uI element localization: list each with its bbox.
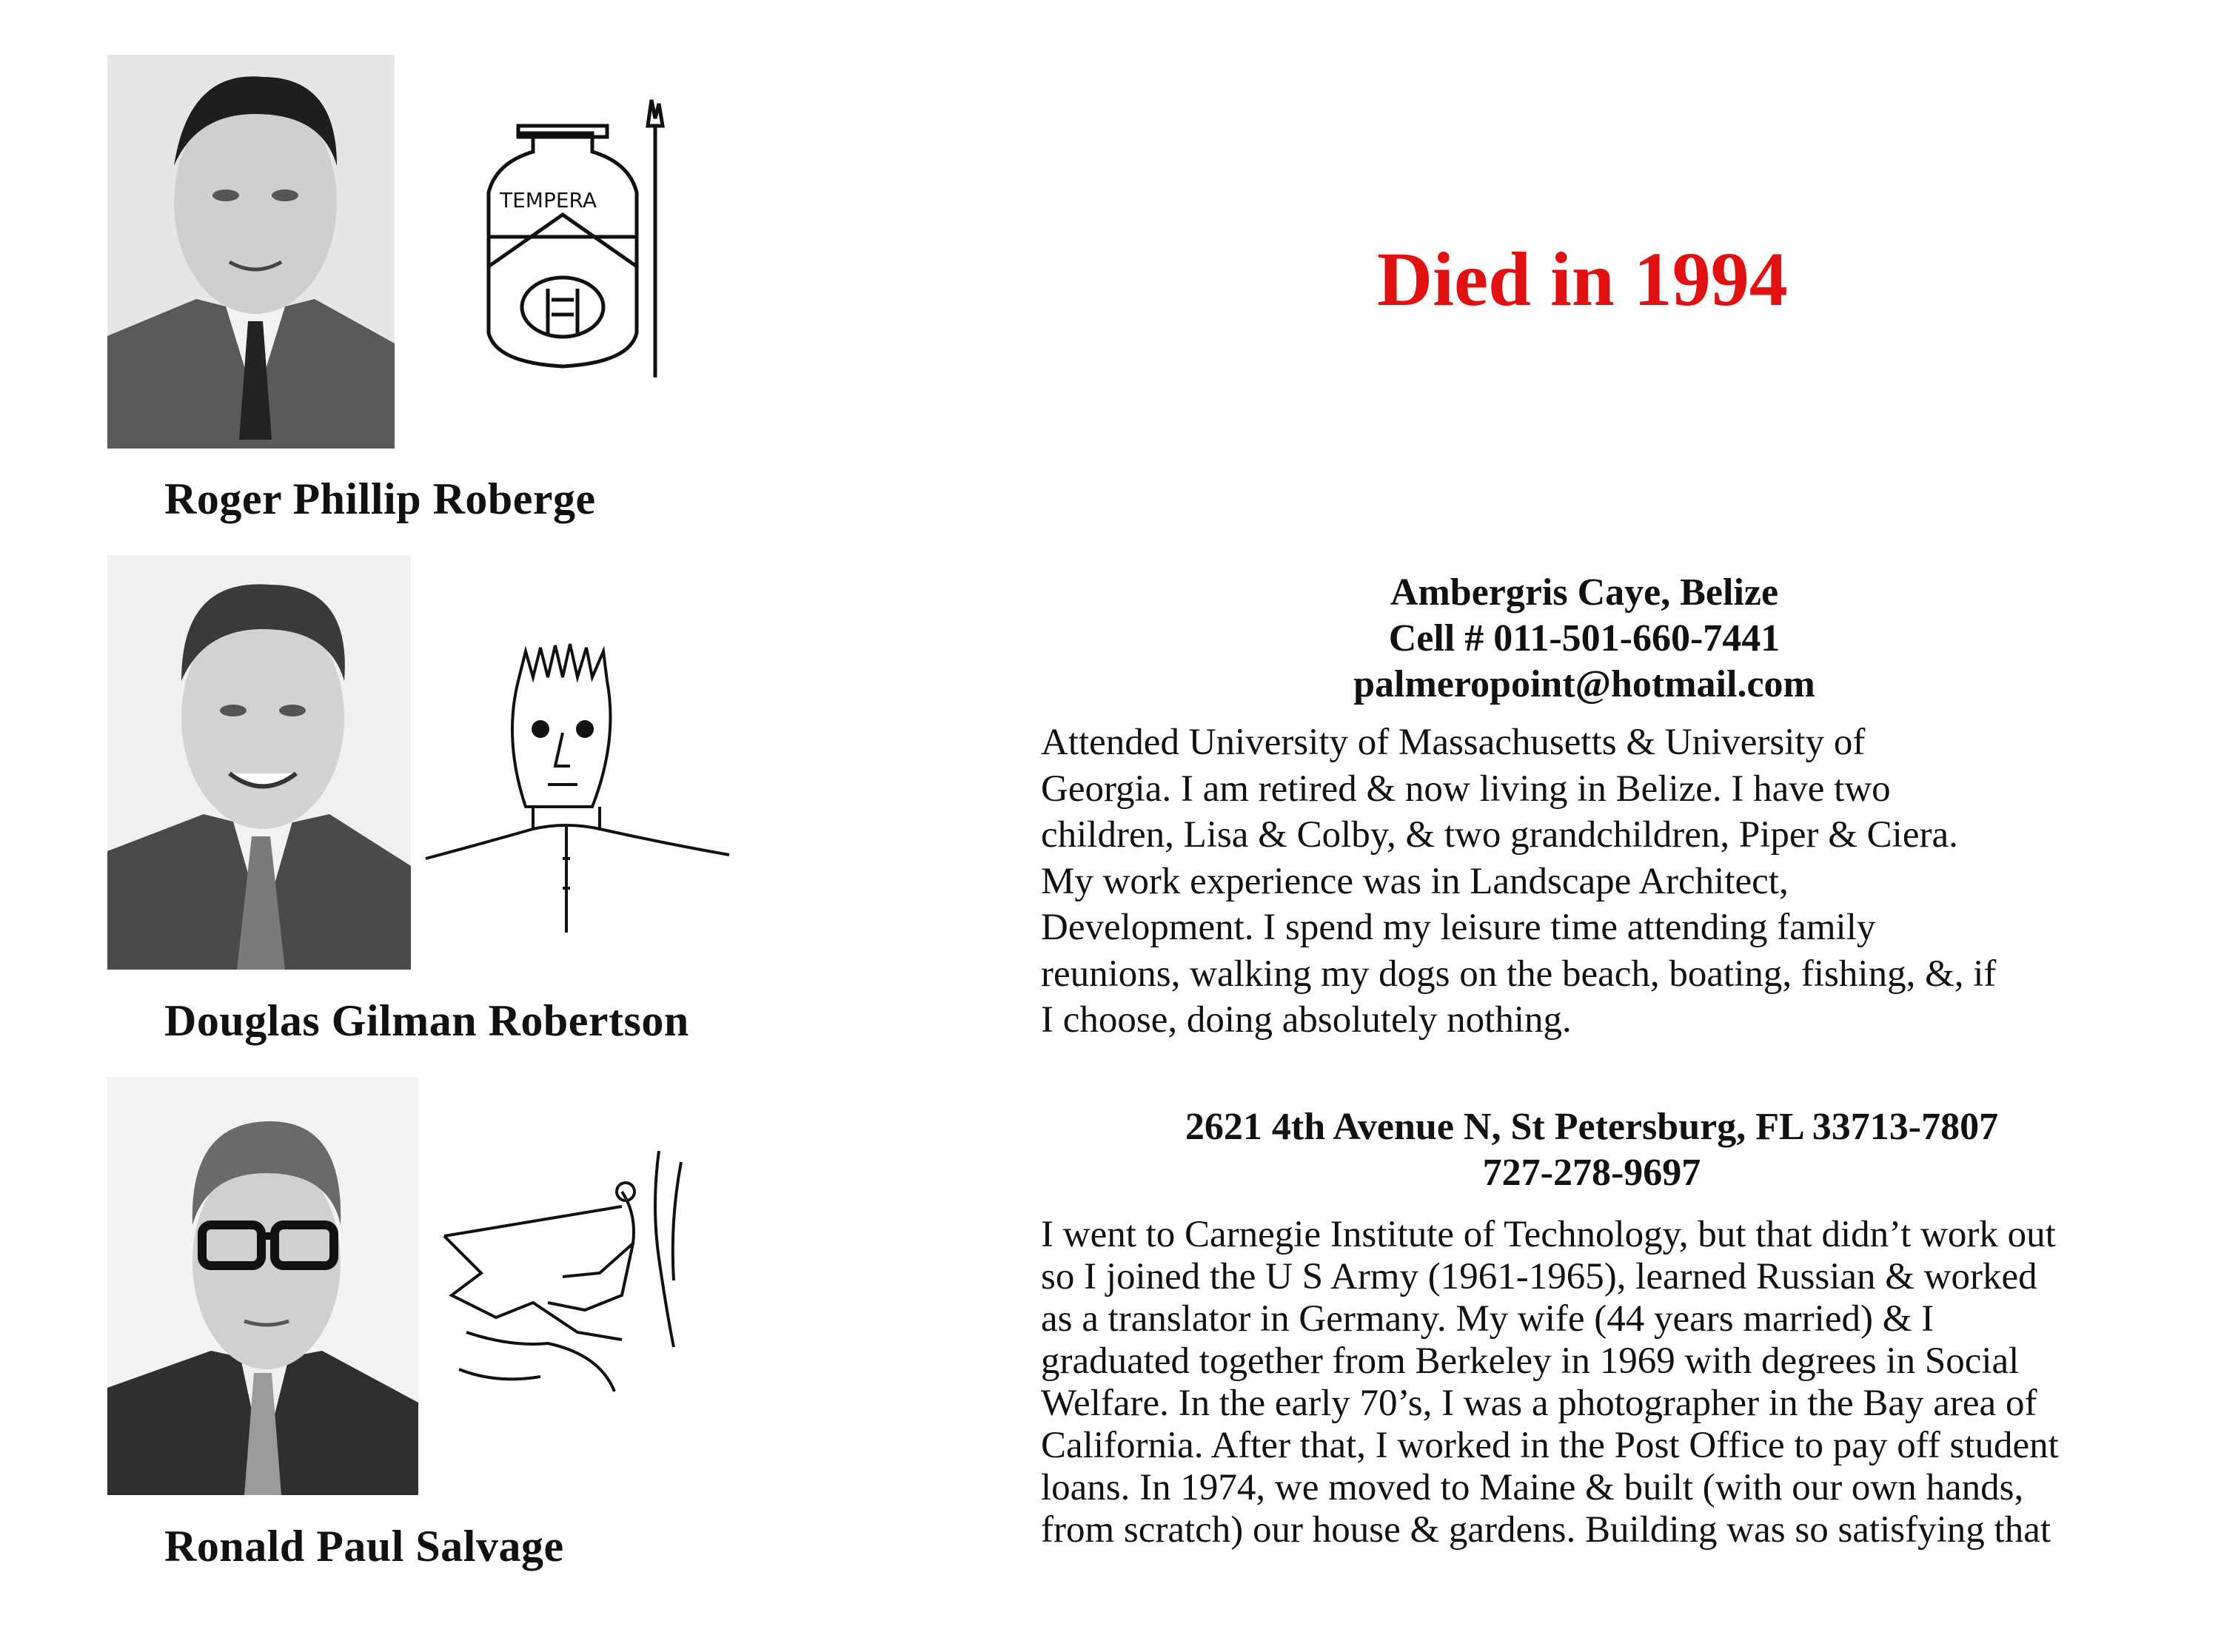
bio-line: Welfare. In the early 70’s, I was a photographer in the Bay area of [1041,1383,2037,1424]
fishing-figure-sketch [437,1147,718,1428]
bio-line: My work experience was in Landscape Architect, [1041,860,1789,902]
bio-line: loans. In 1974, we moved to Maine & built (with our own hands, [1041,1467,2024,1508]
location-text: Ambergris Caye, Belize [1390,571,1779,614]
email-link[interactable]: palmeropoint@hotmail.com [1353,663,1815,705]
contact-block-salvage [1110,1104,2073,1196]
bio-line: Georgia. I am retired & now living in Belize. I have two [1041,768,1891,810]
bio-line: so I joined the U S Army (1961-1965), learned Russian & worked [1041,1256,2037,1297]
bio-salvage [1041,1214,2174,1551]
bio-line: graduated together from Berkeley in 1969 with degrees in Social [1041,1340,2020,1382]
crewcut-man-sketch [422,637,733,947]
bio-line: Development. I spend my leisure time attending family [1041,907,1876,948]
bio-line: Attended University of Massachusetts & University of [1041,722,1866,763]
classmate-name-robertson: Douglas Gilman Robertson [164,996,689,1045]
portrait-photo-roberge [107,55,395,449]
bio-line: from scratch) our house & gardens. Building was so satisfying that [1041,1509,2051,1551]
bio-line: reunions, walking my dogs on the beach, boating, fishing, &, if [1041,953,1997,995]
classmate-name-salvage: Ronald Paul Salvage [164,1522,564,1571]
deceased-status: Died in 1994 [1377,237,1788,322]
bio-line: I went to Carnegie Institute of Technology, but that didn’t work out [1041,1214,2056,1255]
bio-line: California. After that, I worked in the Post Office to pay off student [1041,1425,2059,1466]
tempera-label: TEMPERA [500,188,597,212]
bio-line: as a translator in Germany. My wife (44 years married) & I [1041,1298,1934,1340]
classmate-name-roberge: Roger Phillip Roberge [164,474,596,523]
bio-line: children, Lisa & Colby, & two grandchildren, Piper & Ciera. [1041,814,1958,856]
portrait-photo-salvage [107,1077,418,1495]
bio-line: I choose, doing absolutely nothing. [1041,999,1572,1041]
portrait-photo-robertson [107,555,411,970]
phone-text: 727-278-9697 [1482,1152,1701,1194]
tempera-jar-sketch [466,96,703,392]
address-text: 2621 4th Avenue N, St Petersburg, FL 33713-7807 [1185,1106,1999,1148]
contact-block-robertson [1303,570,1866,708]
phone-text: Cell # 011-501-660-7441 [1388,617,1781,659]
bio-robertson [1041,719,2174,1044]
